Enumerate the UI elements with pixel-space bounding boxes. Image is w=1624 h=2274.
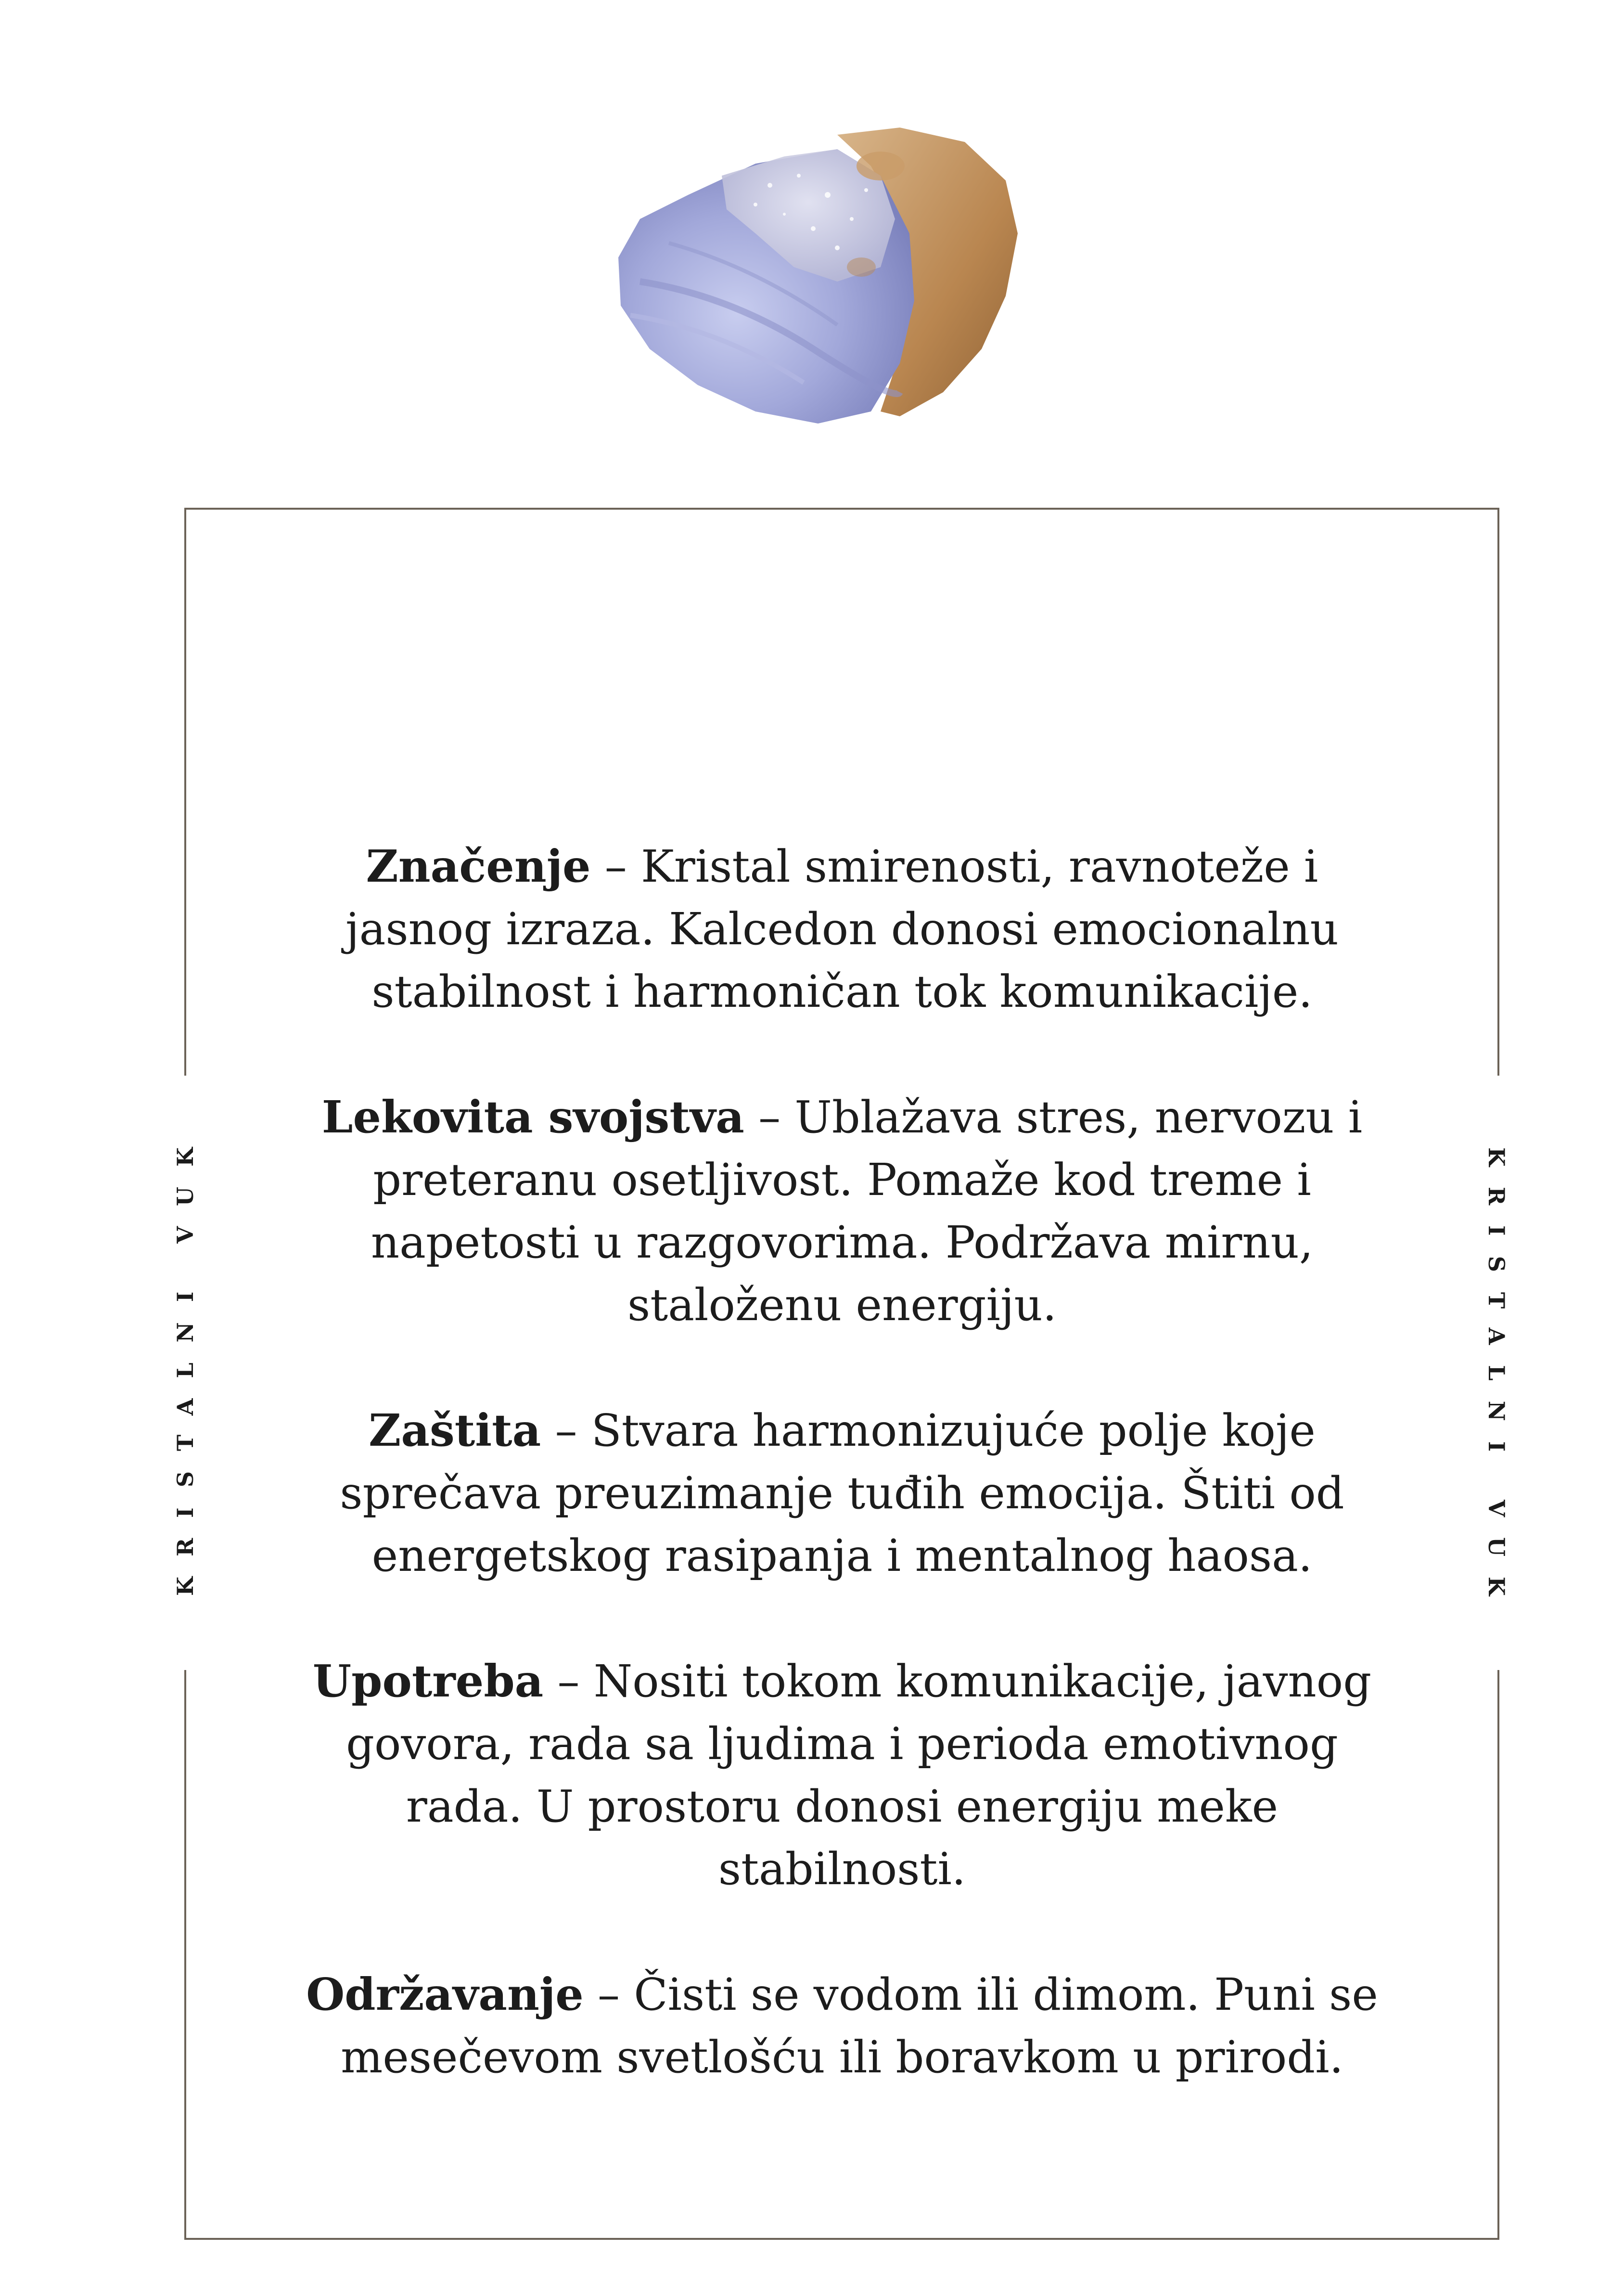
chalcedony-stone-image	[611, 123, 1025, 431]
section-text: – Kristal smirenosti, ravnoteže i jasnog izraza. Kalcedon donosi emocionalnu stabilnost i harmoničan tok komunikacije.	[345, 841, 1339, 1017]
frame-bottom-border	[184, 2238, 1499, 2240]
section-meaning	[289, 835, 1395, 1023]
section-text: – Ublažava stres, nervozu i preteranu osetljivost. Pomaže kod treme i napetosti u razgovorima. Podržava mirnu, staloženu energiju.	[371, 1092, 1363, 1331]
section-text: – Čisti se vodom ili dimom. Puni se mesečevom svetlošću ili boravkom u prirodi.	[341, 1969, 1378, 2083]
section-term: Značenje	[366, 840, 591, 892]
side-brand-label-right: KRISTALNI VUK	[1483, 1147, 1509, 1617]
frame-right-border-upper	[1497, 508, 1499, 1076]
section-maintenance	[289, 1963, 1395, 2089]
section-term: Lekovita svojstva	[321, 1091, 744, 1143]
content-body	[289, 835, 1395, 2151]
section-usage	[289, 1650, 1395, 1901]
frame-top-border	[184, 508, 1499, 510]
section-text: – Nositi tokom komunikacije, javnog govora, rada sa ljudima i perioda emotivnog rada. U prostoru donosi energiju meke stabilnosti.	[346, 1656, 1372, 1895]
section-protection	[289, 1399, 1395, 1587]
section-term: Održavanje	[306, 1968, 584, 2020]
frame-right-border-lower	[1497, 1670, 1499, 2240]
side-brand-label-left: KRISTALNI VUK	[172, 1127, 198, 1596]
frame-left-border-upper	[184, 508, 186, 1076]
frame-left-border-lower	[184, 1670, 186, 2240]
section-term: Upotreba	[312, 1655, 544, 1707]
section-healing-properties	[289, 1086, 1395, 1336]
section-text: – Stvara harmonizujuće polje koje sprečava preuzimanje tuđih emocija. Štiti od energetskog rasipanja i mentalnog haosa.	[340, 1405, 1344, 1581]
section-term: Zaštita	[369, 1404, 541, 1456]
